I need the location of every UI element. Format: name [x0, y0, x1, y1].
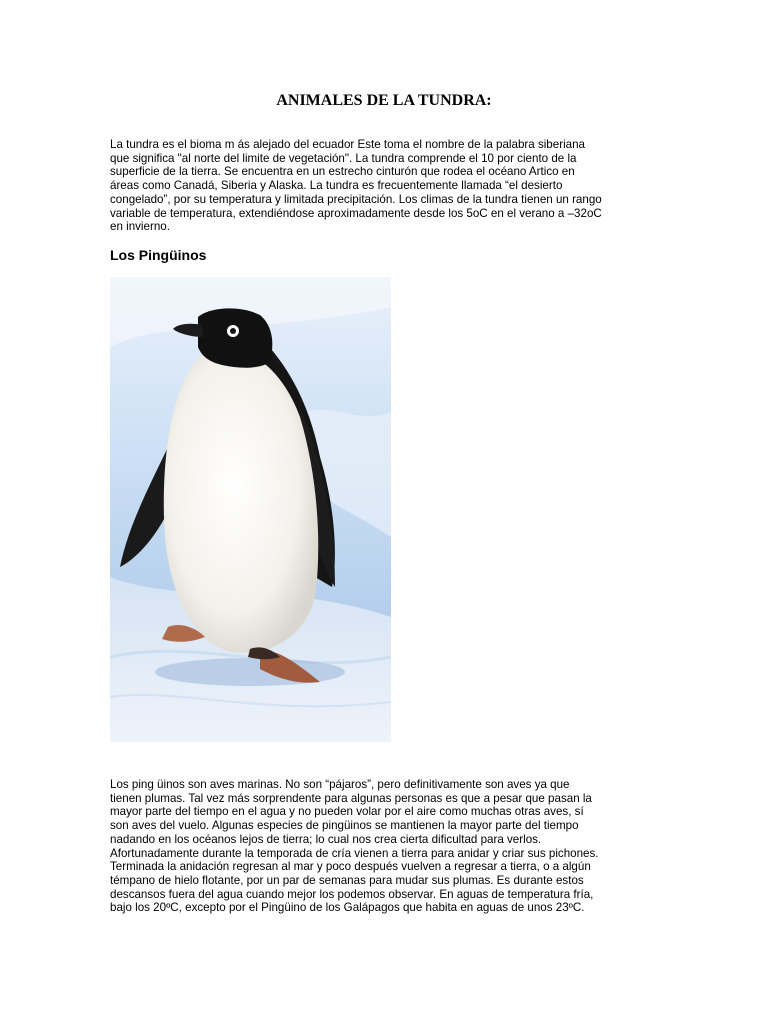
intro-line: en invierno. [110, 220, 170, 234]
intro-line: congelado”, por su temperatura y limitada precipitación. Los climas de la tundra tienen un rango [110, 192, 602, 206]
body-line: Los ping üinos son aves marinas. No son “pájaros”, pero definitivamente son aves ya que [110, 778, 570, 791]
body-paragraph [110, 778, 670, 915]
body-line: mayor parte del tiempo en el agua y no pueden volar por el aire como muchas otras aves, sí [110, 805, 584, 819]
body-line: témpano de hielo flotante, por un par de semanas para mudar sus plumas. Es durante estos [110, 873, 584, 887]
body-line: Afortunadamente durante la temporada de cría vienen a tierra para anidar y criar sus pichones. [110, 846, 599, 860]
intro-line: variable de temperatura, extendiéndose aproximadamente desde los 5oC en el verano a –32oC [110, 206, 602, 220]
body-line: tienen plumas. Tal vez más sorprendente para algunas personas es que a pesar que pasan la [110, 791, 592, 805]
intro-line: La tundra es el bioma m ás alejado del ecuador Este toma el nombre de la palabra siberiana [110, 138, 585, 151]
body-line: Terminada la anidación regresan al mar y poco después vuelven a regresar a tierra, o a algún [110, 860, 591, 874]
penguin-photo [110, 277, 391, 742]
body-line: son aves del vuelo. Algunas especies de pingüinos se mantienen la mayor parte del tiempo [110, 819, 579, 833]
body-line: bajo los 20ºC, excepto por el Pingüino de los Galápagos que habita en aguas de unos 23ºC. [110, 901, 585, 915]
body-line: descansos fuera del agua cuando mejor los podemos observar. En aguas de temperatura fría, [110, 887, 594, 901]
body-line: nadando en los océanos lejos de tierra; lo cual nos crea cierta dificultad para verlos. [110, 832, 542, 846]
intro-line: que significa "al norte del limite de vegetación". La tundra comprende el 10 por ciento de la [110, 151, 577, 165]
page-title: ANIMALES DE LA TUNDRA: [276, 92, 492, 109]
intro-line: superficie de la tierra. Se encuentra en un estrecho cinturón que rodea el océano Artico en [110, 165, 575, 179]
section-heading: Los Pingüinos [110, 247, 207, 263]
intro-paragraph [110, 138, 670, 234]
intro-line: áreas como Canadá, Siberia y Alaska. La tundra es frecuentemente llamada “el desierto [110, 179, 563, 193]
